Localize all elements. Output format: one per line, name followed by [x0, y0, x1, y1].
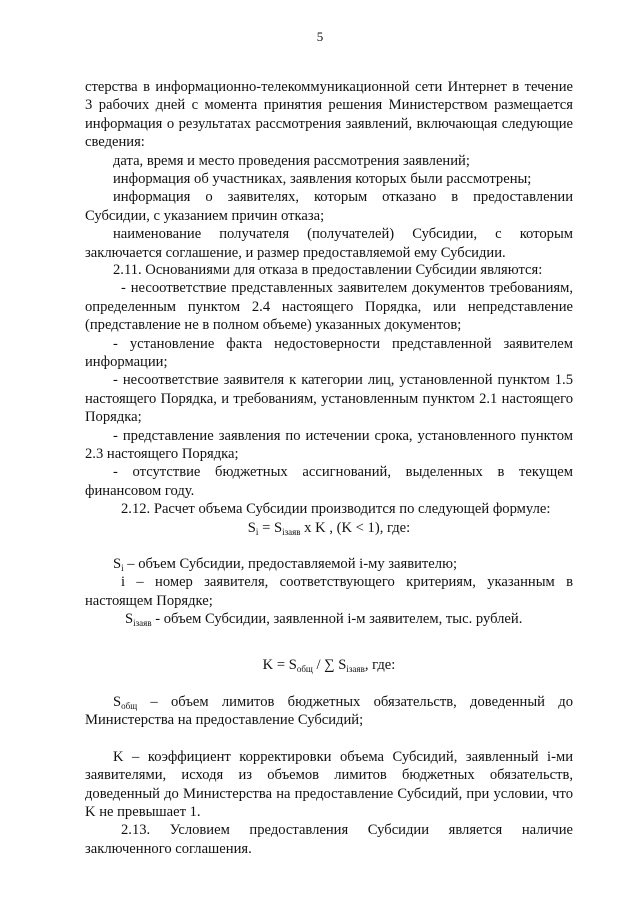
clause-2-13: 2.13. Условием предоставления Субсидии является наличие заключенного соглашения.: [85, 822, 573, 857]
definition-sobsh: $S_{общ}$ – объем лимитов бюджетных обязательств, доведенный до Министерства на предоставление Субсидий;: [85, 694, 573, 729]
definitions-block-1: [85, 555, 573, 629]
refusal-reason-documents: - несоответствие представленных заявителем документов требованиям, определенным пунктом 2.4 настоящего Порядка, или непредставление (представление не в полном объеме) указанных документов;: [85, 280, 573, 334]
definition-k: K – коэффициент корректировки объема Субсидий, заявленный i-ми заявителями, исходя из объемов лимитов бюджетных обязательств, доведенный до Министерства на предоставление Субсидий, при условии, что K не превышает 1.: [85, 748, 573, 821]
definition-si: $S_i$ – объем Субсидии, предоставляемой i-му заявителю;: [113, 556, 458, 573]
list-item-date: дата, время и место проведения рассмотрения заявлений;: [113, 152, 470, 169]
paragraph-publication: стерства в информационно-телекоммуникационной сети Интернет в течение 3 рабочих дней с момента принятия решения Министерством размещается информация о результатах рассмотрения заявлений, включающая следующие сведения:: [85, 79, 573, 151]
list-item-recipient: наименование получателя (получателей) Субсидии, с которым заключается соглашение, и размер предоставляемой ему Субсидии.: [85, 226, 573, 261]
page-number: 5: [316, 29, 324, 44]
list-item-refused: информация о заявителях, которым отказано в предоставлении Субсидии, с указанием причин отказа;: [85, 189, 573, 224]
refusal-reason-false-info: - установление факта недостоверности представленной заявителем информации;: [85, 335, 573, 371]
paragraph-block-refusal: [85, 261, 573, 519]
refusal-reason-deadline: - представление заявления по истечении срока, установленного пунктом 2.3 настоящего Порядка;: [85, 427, 573, 463]
refusal-reason-no-budget: - отсутствие бюджетных ассигнований, выделенных в текущем финансовом году.: [85, 464, 573, 499]
clause-2-12: 2.12. Расчет объема Субсидии производится по следующей формуле:: [121, 501, 551, 518]
definitions-block-2: [85, 693, 573, 858]
formula-coefficient: $K = S_{общ}$ / ∑ $S_{iзаяв}$, где:: [262, 657, 396, 674]
formula-subsidy: $S_i = S_{iзаяв}$ x K , (K < 1), где:: [247, 520, 411, 537]
paragraph-block-results: [85, 78, 573, 262]
list-item-participants: информация об участниках, заявления которых были рассмотрены;: [113, 171, 532, 188]
definition-sizayav: $S_{iзаяв}$ - объем Субсидии, заявленной i-м заявителем, тыс. рублей.: [125, 611, 523, 629]
clause-2-11: 2.11. Основаниями для отказа в предоставлении Субсидии являются:: [113, 262, 543, 278]
definition-i: i – номер заявителя, соответствующего критериям, указанным в настоящем Порядке;: [85, 574, 573, 609]
refusal-reason-category: - несоответствие заявителя к категории лиц, установленной пунктом 1.5 настоящего Порядка, и требованиям, установленным пунктом 2.1 настоящего Порядка;: [85, 372, 573, 426]
